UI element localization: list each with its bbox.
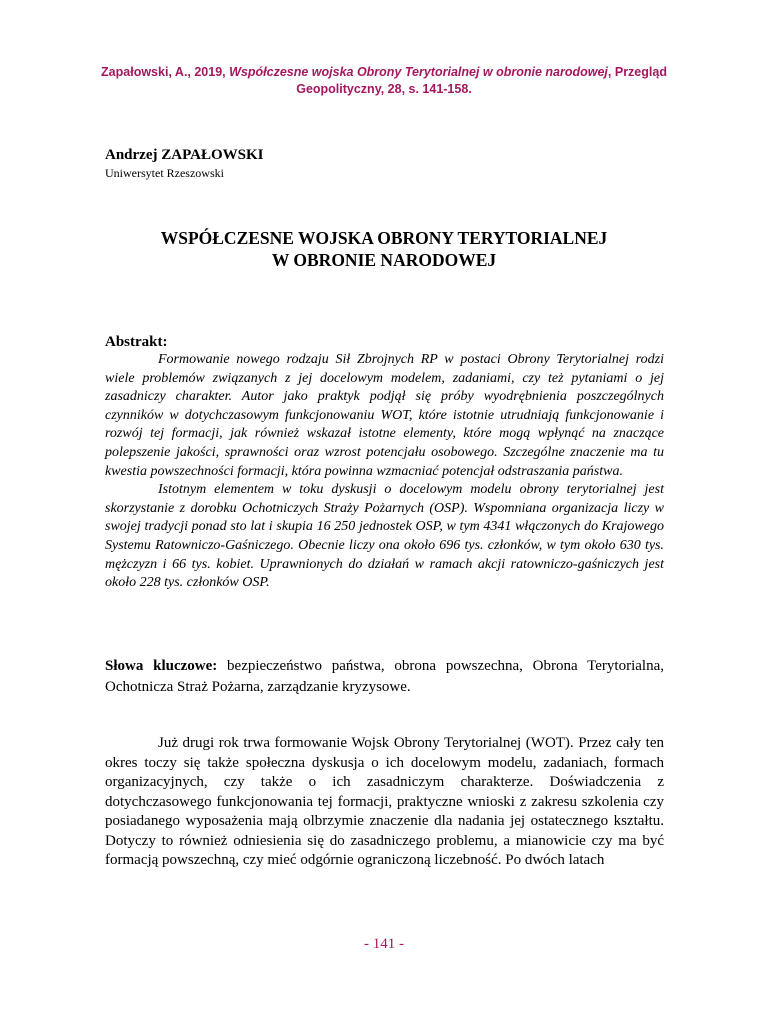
page-number: - 141 - xyxy=(364,936,404,952)
abstract-section xyxy=(105,334,664,593)
article-title xyxy=(80,227,688,271)
author-name: Andrzej ZAPAŁOWSKI xyxy=(105,147,264,163)
abstract-heading: Abstrakt: xyxy=(105,334,168,350)
keywords-text: bezpieczeństwo państwa, obrona powszechna, Obrona Terytorialna, Ochotnicza Straż Pożarna, zarządzanie kryzysowe. xyxy=(105,658,664,695)
body-paragraph: Już drugi rok trwa formowanie Wojsk Obrony Terytorialnej (WOT). Przez cały ten okres toczy się także społeczna dyskusja o ich docelowym modelu, zadaniach, formach organizacyjnych, czy także o ich zasadniczym charakterze. Doświadczenia z dotychczasowego funkcjonowania tej formacji, praktyczne wnioski z zakresu szkolenia czy posiadanego wyposażenia mają olbrzymie znaczenie dla nadania jej ostatecznego kształtu. Dotyczy to również odniesienia się do zasadniczego problemu, a mianowicie czy ma być formacją powszechną, czy mieć odgórnie ograniczoną liczebność. Po dwóch latach xyxy=(105,735,664,868)
keywords-label: Słowa kluczowe: xyxy=(105,658,218,674)
citation-header xyxy=(60,64,708,98)
citation-prefix: Zapałowski, A., 2019, xyxy=(101,65,230,79)
author-affiliation: Uniwersytet Rzeszowski xyxy=(105,166,224,180)
citation-suffix: , Przegląd Geopolityczny, 28, s. 141-158. xyxy=(296,65,667,96)
article-title-line-1: WSPÓŁCZESNE WOJSKA OBRONY TERYTORIALNEJ xyxy=(160,228,608,248)
keywords-section xyxy=(105,656,664,697)
abstract-paragraph-1: Formowanie nowego rodzaju Sił Zbrojnych RP w postaci Obrony Terytorialnej rodzi wiele problemów związanych z jej docelowym modelem, zadaniami, czy też pytaniami o jej zasadniczy charakter. Autor jako praktyk podjął się próby wyodrębnienia poszczególnych czynników w dotychczasowym funkcjonowaniu WOT, które istotnie utrudniają funkcjonowanie i rozwój tej formacji, jak również wskazał istotne elementy, które mogą wpłynąć na znaczące polepszenie jakości, sprawności oraz wzrost potencjału osobowego. Szczególne znaczenie ma tu kwestia powszechności formacji, która powinna wzmacniać potencjał odstraszania państwa. xyxy=(105,352,664,479)
author-block xyxy=(105,146,665,181)
abstract-paragraph-2: Istotnym elementem w toku dyskusji o docelowym modelu obrony terytorialnej jest skorzystanie z dorobku Ochotniczych Straży Pożarnych (OSP). Wspomniana organizacja liczy w swojej tradycji ponad sto lat i skupia 16 250 jednostek OSP, w tym 4341 włączonych do Krajowego Systemu Ratowniczo-Gaśniczego. Obecnie liczy ona około 696 tys. członków, w tym około 630 tys. mężczyzn i 66 tys. kobiet. Uprawnionych do działań w ramach akcji ratowniczo-gaśniczych jest około 228 tys. członków OSP. xyxy=(105,482,664,591)
citation-title: Współczesne wojska Obrony Terytorialnej w obronie narodowej xyxy=(229,65,608,79)
article-title-line-2: W OBRONIE NARODOWEJ xyxy=(271,250,497,270)
